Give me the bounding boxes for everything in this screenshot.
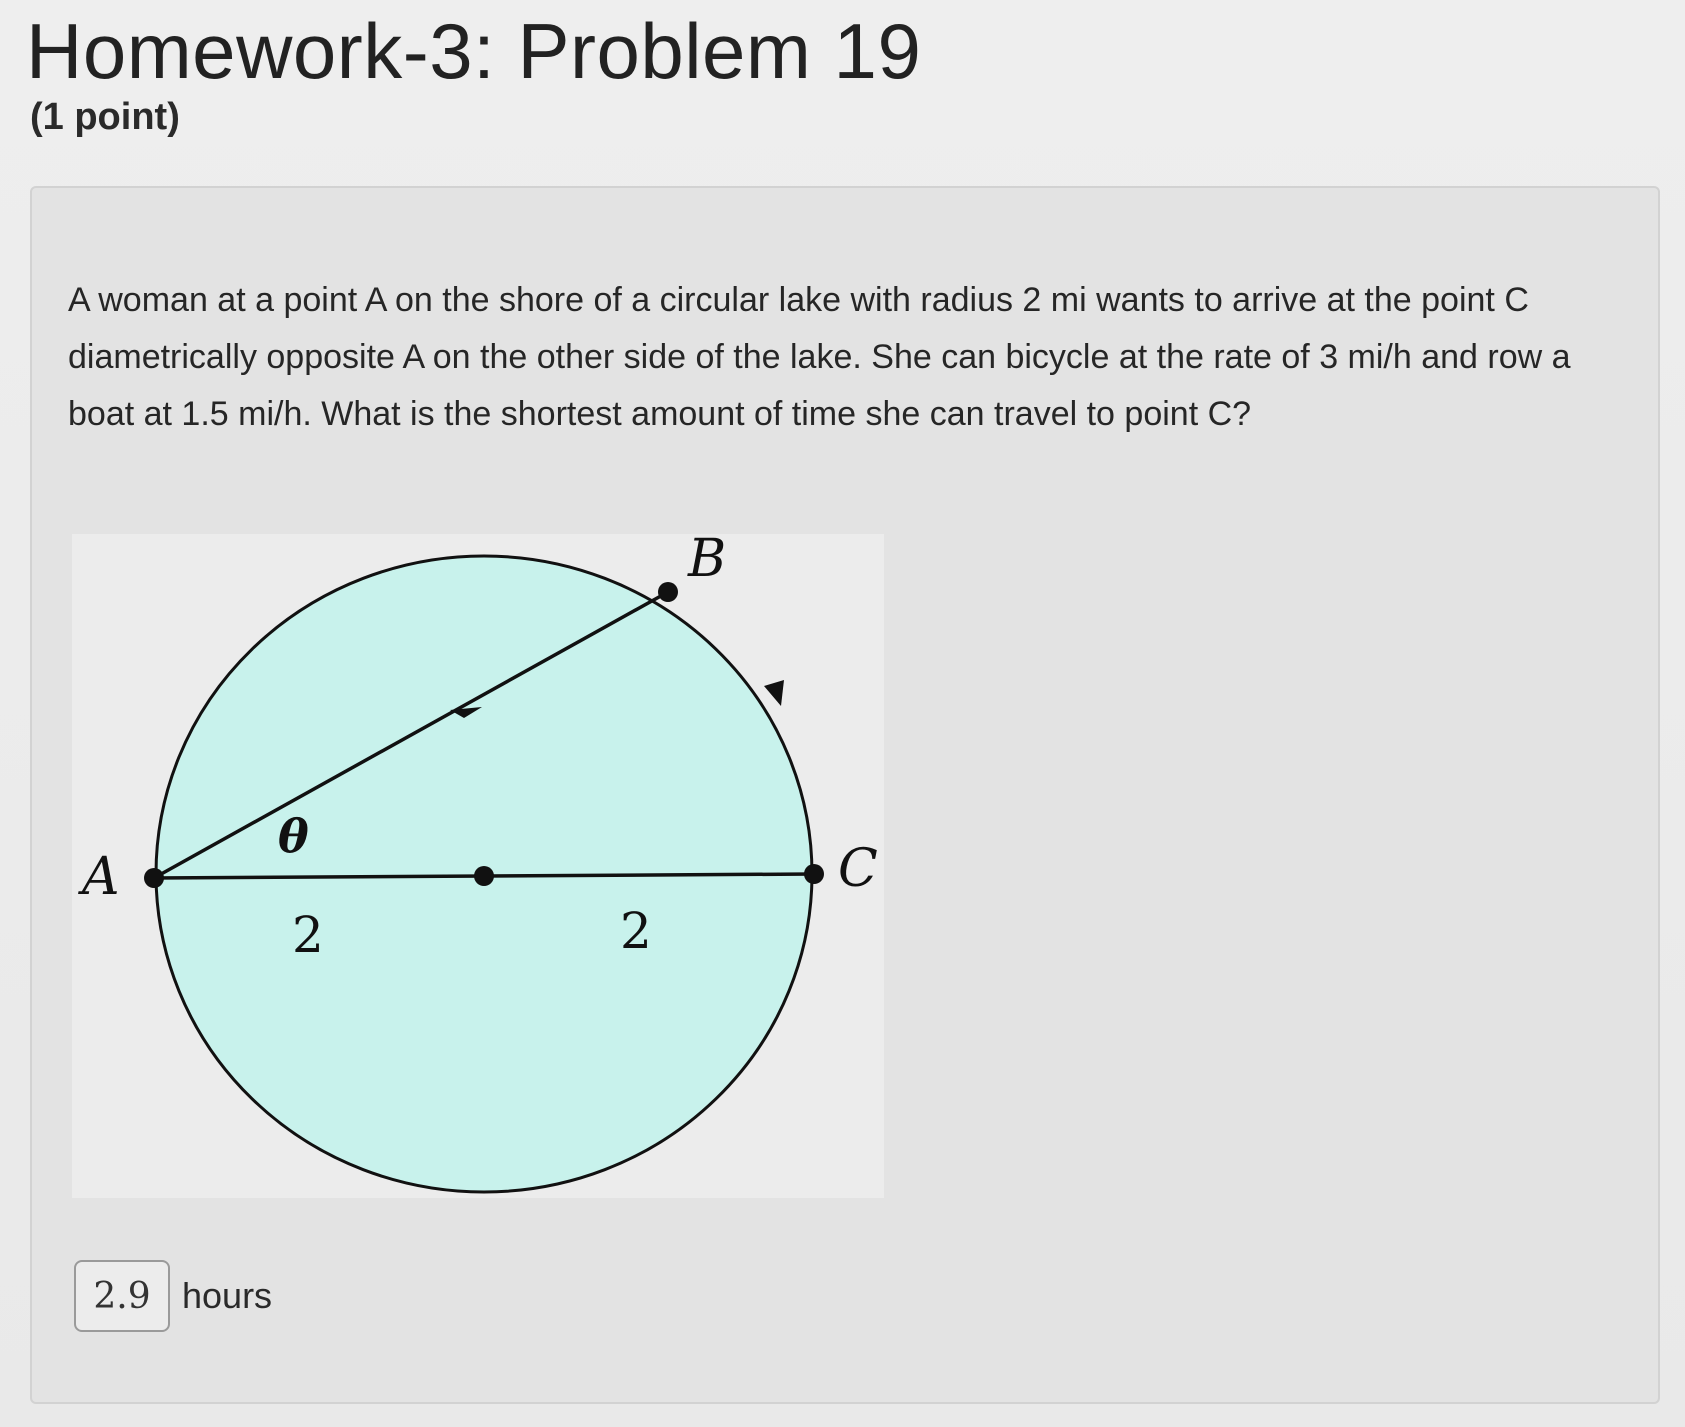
- label-theta: θ: [278, 809, 309, 863]
- lake-diagram-svg: [72, 534, 884, 1198]
- lake-diagram: [72, 534, 884, 1198]
- label-radius-right: 2: [620, 902, 652, 960]
- problem-statement: A woman at a point A on the shore of a circular lake with radius 2 mi wants to arrive at the point C diametrically opposite A on the other side of the lake. She can bicycle at the rate of 3 mi/h and row a boat at 1.5 mi/h. What is the shortest amount of time she can travel to point C?: [68, 281, 1571, 433]
- point-value: (1 point): [30, 96, 180, 138]
- page-title: Homework-3: Problem 19: [26, 7, 922, 95]
- point-a-dot: [144, 868, 164, 888]
- label-c: C: [838, 839, 878, 899]
- answer-row: [74, 1258, 272, 1334]
- center-dot: [474, 866, 494, 886]
- point-c-dot: [804, 864, 824, 884]
- answer-unit: hours: [182, 1275, 273, 1316]
- problem-panel: [30, 186, 1660, 1404]
- label-radius-left: 2: [292, 906, 324, 964]
- answer-input[interactable]: [74, 1260, 170, 1332]
- label-a: A: [82, 847, 120, 907]
- point-b-dot: [658, 582, 678, 602]
- label-b: B: [688, 534, 727, 589]
